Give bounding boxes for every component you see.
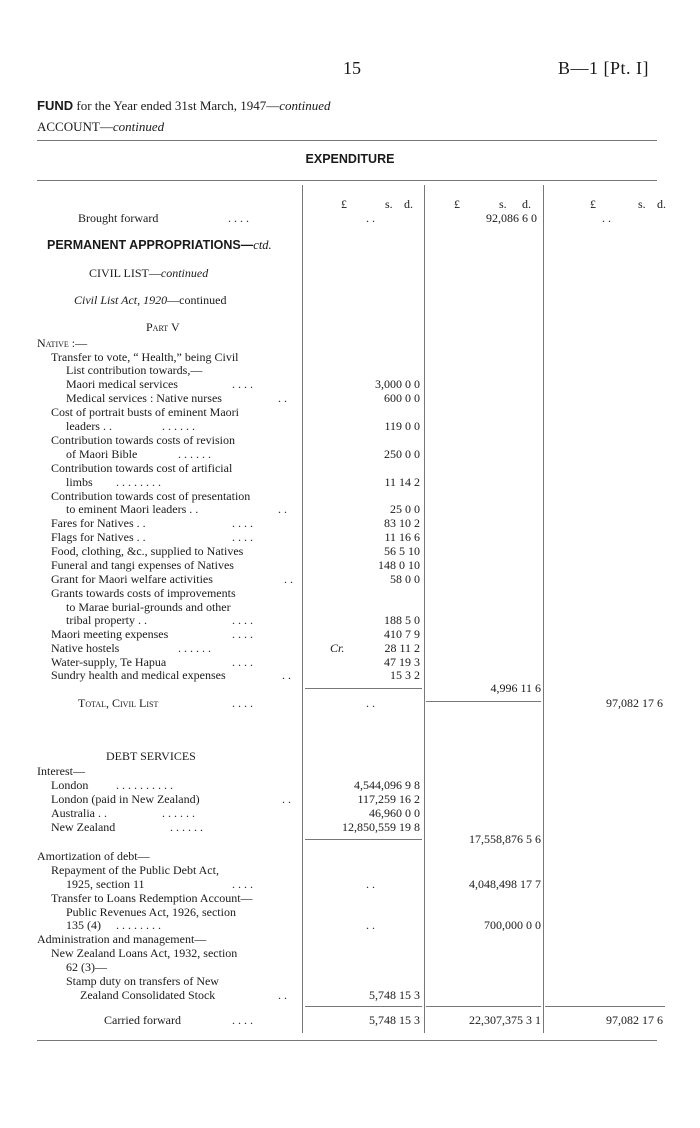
row-label: Transfer to Loans Redemption Account— xyxy=(51,891,253,905)
row-amount-col2: 22,307,375 3 1 xyxy=(469,1013,541,1027)
subtotal-rule xyxy=(305,1006,422,1007)
row-label: London xyxy=(51,778,89,792)
row-label: Zealand Consolidated Stock xyxy=(80,988,216,1002)
part-heading: Part V xyxy=(146,320,180,334)
row-dots: . . xyxy=(284,572,293,586)
row-label: Sundry health and medical expenses xyxy=(51,668,226,682)
subtotal-rule xyxy=(305,688,422,689)
carried-forward-label: Carried forward xyxy=(104,1013,181,1027)
subheading-suffix: continued xyxy=(160,266,209,280)
section-title: EXPENDITURE xyxy=(305,152,395,166)
heading-suffix: ctd. xyxy=(253,238,272,252)
row-label: Contribution towards cost of presentation xyxy=(51,489,251,503)
row-amount-col1: 28 11 2 xyxy=(384,641,420,655)
row-label: Funeral and tangi expenses of Natives xyxy=(51,558,234,572)
row-amount-col1: 250 0 0 xyxy=(384,447,420,461)
section-heading xyxy=(47,238,272,253)
row-amount-col1: 56 5 10 xyxy=(384,544,420,558)
column-rule xyxy=(302,185,303,1033)
row-dots: . . . . . . xyxy=(162,419,195,433)
row-amount-col1: 148 0 10 xyxy=(378,558,420,572)
row-amount-col1: 3,000 0 0 xyxy=(375,377,420,391)
subheading: DEBT SERVICES xyxy=(106,749,196,763)
act-name: Civil List Act, 1920 xyxy=(74,293,168,307)
subheading xyxy=(89,266,208,281)
row-amount-col1: 15 3 2 xyxy=(390,668,420,682)
row-label: Contribution towards costs of revision xyxy=(51,433,235,447)
total-label: Total, Civil List xyxy=(78,696,159,710)
divider xyxy=(37,140,657,141)
category-heading: Interest— xyxy=(37,764,85,778)
row-amount-col1: 12,850,559 19 8 xyxy=(342,820,420,834)
row-amount-col2: 700,000 0 0 xyxy=(484,918,541,932)
row-dots: . . . . . . . . . . xyxy=(116,778,173,792)
row-amount-col2: 92,086 6 0 xyxy=(486,211,537,225)
row-dots: . . . . xyxy=(232,613,253,627)
row-amount-col2: 4,048,498 17 7 xyxy=(469,877,541,891)
col2-d-header: d. xyxy=(522,197,531,211)
subtotal-rule xyxy=(305,839,422,840)
column-rule xyxy=(424,185,425,1033)
row-amount-col1: 11 16 6 xyxy=(384,530,420,544)
row-label: Transfer to vote, “ Health,” being Civil xyxy=(51,350,239,364)
row-amount-col1: 119 0 0 xyxy=(384,419,420,433)
row-amount-col1: 58 0 0 xyxy=(390,572,420,586)
row-dots: . . xyxy=(278,391,287,405)
row-label: Medical services : Native nurses xyxy=(66,391,222,405)
row-amount-col1: 25 0 0 xyxy=(390,502,420,516)
page-number: 15 xyxy=(343,58,361,78)
row-label: limbs xyxy=(66,475,93,489)
row-label: Grant for Maori welfare activities xyxy=(51,572,213,586)
row-label: tribal property . . xyxy=(66,613,147,627)
row-label: Cost of portrait busts of eminent Maori xyxy=(51,405,239,419)
row-dots: . . . . . . . . xyxy=(116,475,161,489)
row-amount-col3: 97,082 17 6 xyxy=(606,696,663,710)
row-label: Stamp duty on transfers of New xyxy=(66,974,219,988)
row-dots: . . . . . . xyxy=(170,820,203,834)
col3-pound-header: £ xyxy=(590,197,596,211)
row-label: New Zealand xyxy=(51,820,116,834)
row-label: Flags for Natives . . xyxy=(51,530,146,544)
subtotal-rule xyxy=(426,701,541,702)
row-dots: . . . . . . . . xyxy=(116,918,161,932)
row-amount-col1: . . xyxy=(366,696,375,710)
row-label: Maori meeting expenses xyxy=(51,627,169,641)
row-amount-col1: 117,259 16 2 xyxy=(357,792,420,806)
row-label: Grants towards costs of improvements xyxy=(51,586,236,600)
subheading-text: CIVIL LIST— xyxy=(89,266,161,280)
divider xyxy=(37,1040,657,1041)
row-dots: . . . . . . xyxy=(178,447,211,461)
row-label: List contribution towards,— xyxy=(66,363,203,377)
col3-d-header: d. xyxy=(657,197,666,211)
fund-heading xyxy=(37,98,331,114)
row-label: Brought forward xyxy=(78,211,159,225)
row-dots: . . xyxy=(282,668,291,682)
row-label: leaders . . xyxy=(66,419,112,433)
row-amount-col1: 47 19 3 xyxy=(384,655,420,669)
row-dots: . . . . xyxy=(232,530,253,544)
row-label: 62 (3)— xyxy=(66,960,107,974)
act-suffix: —continued xyxy=(167,293,227,307)
category-heading: Native :— xyxy=(37,336,88,350)
row-amount-col1: 5,748 15 3 xyxy=(369,988,420,1002)
account-heading xyxy=(37,119,164,135)
row-dots: . . . . xyxy=(232,877,253,891)
row-amount-col1: 5,748 15 3 xyxy=(369,1013,420,1027)
row-label: Australia . . xyxy=(51,806,107,820)
row-dots: . . . . xyxy=(228,211,249,225)
act-heading xyxy=(74,293,226,308)
row-amount-col1: 11 14 2 xyxy=(384,475,420,489)
row-dots: . . . . xyxy=(232,1013,253,1027)
row-amount-col1: . . xyxy=(366,211,375,225)
row-amount-col3: 97,082 17 6 xyxy=(606,1013,663,1027)
row-dots: . . xyxy=(282,792,291,806)
page-reference: B—1 [Pt. I] xyxy=(558,58,649,78)
row-dots: . . xyxy=(278,988,287,1002)
col1-d-header: d. xyxy=(404,197,413,211)
row-label: of Maori Bible xyxy=(66,447,138,461)
row-amount-col1: 600 0 0 xyxy=(384,391,420,405)
fund-cont: continued xyxy=(279,98,331,113)
fund-rest: for the Year ended 31st March, 1947— xyxy=(73,98,280,113)
row-amount-col1: 46,960 0 0 xyxy=(369,806,420,820)
row-label: to eminent Maori leaders . . xyxy=(66,502,199,516)
fund-word: FUND xyxy=(37,98,74,113)
row-dots: . . xyxy=(278,502,287,516)
row-label: Fares for Natives . . xyxy=(51,516,146,530)
row-label: to Marae burial-grounds and other xyxy=(66,600,231,614)
row-label: New Zealand Loans Act, 1932, section xyxy=(51,946,238,960)
row-label: Repayment of the Public Debt Act, xyxy=(51,863,219,877)
category-heading: Amortization of debt— xyxy=(37,849,150,863)
row-amount-col1: . . xyxy=(366,918,375,932)
row-dots: . . . . xyxy=(232,516,253,530)
row-label: London (paid in New Zealand) xyxy=(51,792,200,806)
account-word: ACCOUNT— xyxy=(37,119,113,134)
row-label: 1925, section 11 xyxy=(66,877,145,891)
credit-prefix: Cr. xyxy=(330,641,345,655)
row-label: Maori medical services xyxy=(66,377,178,391)
row-label: Water-supply, Te Hapua xyxy=(51,655,167,669)
row-amount-col1: 188 5 0 xyxy=(384,613,420,627)
row-label: Contribution towards cost of artificial xyxy=(51,461,233,475)
row-dots: . . . . xyxy=(232,627,253,641)
row-dots: . . . . xyxy=(232,696,253,710)
row-amount-col3: . . xyxy=(602,211,611,225)
divider xyxy=(37,180,657,181)
row-label: Public Revenues Act, 1926, section xyxy=(66,905,236,919)
account-cont: continued xyxy=(112,119,165,134)
row-label: Native hostels xyxy=(51,641,120,655)
row-dots: . . . . xyxy=(232,377,253,391)
subtotal-rule xyxy=(545,1006,665,1007)
row-amount-col1: 4,544,096 9 8 xyxy=(354,778,420,792)
category-heading: Administration and management— xyxy=(37,932,207,946)
row-dots: . . . . . . xyxy=(178,641,211,655)
row-amount-col1: . . xyxy=(366,877,375,891)
row-dots: . . . . . . xyxy=(162,806,195,820)
row-amount-col1: 410 7 9 xyxy=(384,627,420,641)
row-amount-col1: 83 10 2 xyxy=(384,516,420,530)
column-rule xyxy=(543,185,544,1033)
col3-s-header: s. xyxy=(638,197,646,211)
subtotal-rule xyxy=(426,1006,541,1007)
row-label: 135 (4) xyxy=(66,918,101,932)
row-amount-col2: 17,558,876 5 6 xyxy=(469,832,541,846)
col1-pound-header: £ xyxy=(341,197,347,211)
row-dots: . . . . xyxy=(232,655,253,669)
col2-pound-header: £ xyxy=(454,197,460,211)
row-label: Food, clothing, &c., supplied to Natives xyxy=(51,544,244,558)
col1-s-header: s. xyxy=(385,197,393,211)
col2-s-header: s. xyxy=(499,197,507,211)
heading-text: PERMANENT APPROPRIATIONS— xyxy=(47,238,254,252)
row-amount-col2: 4,996 11 6 xyxy=(490,681,541,695)
